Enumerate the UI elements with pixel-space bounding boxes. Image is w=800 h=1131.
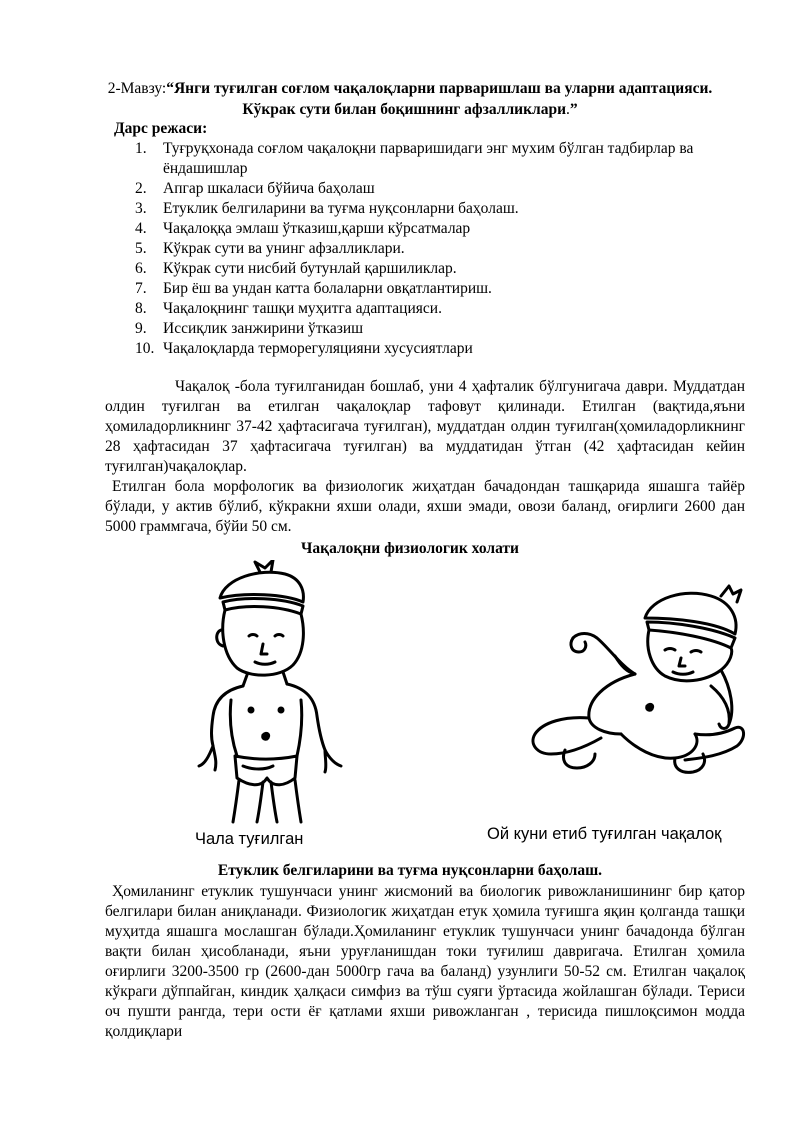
intro-paragraph-2: Етилган бола морфологик ва физиологик жиҳатдан бачадондан ташқарида яшашга тайёр бўлади, у актив бўлиб, кўкракни яхши олади, яхши эмади, овози баланд, оғирлиги 2600 дан 5000 граммгача, бўйи 50 см. bbox=[105, 478, 745, 535]
maturity-paragraph: Ҳомиланинг етуклик тушунчаси унинг жисмоний ва биологик ривожланишининг бир қатор белгилари билан аниқланади. Физиологик жиҳатдан етук ҳомила туғишга яқин қолганда ташқи муҳитда яшашга мослашган бўлади.Ҳомиланинг етуклик тушунчаси унинг бачадонда бўлган вақти билан ҳисобланади, яъни уруғланишдан токи туғилиш давригача. Етилган ҳомила оғирлиги 3200-3500 гр (2600-дан 5000гр гача ва баланд) узунлиги 50-52 см. Етилган чақалоқ кўкраги дўппайган, киндик ҳалқаси симфиз ва тўш суяги ўртасида жойлашган бўлади. Териси оч пушти рангда, тери ости ёғ қатлами яхши ривожланган , терисида пишлоқсимон модда қолдиқлари bbox=[105, 883, 745, 1040]
item-number: 4. bbox=[135, 220, 147, 237]
item-text: Чақалоққа эмлаш ўтказиш,қарши кўрсатмалар bbox=[163, 220, 471, 237]
item-number: 7. bbox=[135, 280, 147, 297]
title-dot: . bbox=[566, 101, 570, 118]
item-number: 3. bbox=[135, 200, 147, 217]
list-item bbox=[135, 239, 775, 259]
lesson-plan-list bbox=[135, 139, 775, 359]
title-open-quote: “ bbox=[166, 80, 174, 97]
item-text: Кўкрак сути ва унинг афзалликлари. bbox=[163, 240, 405, 257]
caption-premature: Чала туғилган bbox=[195, 830, 304, 848]
lesson-plan-heading: Дарс режаси: bbox=[114, 120, 208, 137]
list-item bbox=[135, 299, 775, 319]
list-item bbox=[135, 219, 775, 239]
item-number: 10. bbox=[135, 340, 155, 357]
list-item bbox=[135, 179, 775, 199]
maturity-heading: Етуклик белгиларини ва туғма нуқсонларни баҳолаш. bbox=[217, 862, 603, 879]
item-number: 5. bbox=[135, 240, 147, 257]
item-number: 8. bbox=[135, 300, 147, 317]
list-item bbox=[135, 319, 775, 339]
item-text: Кўкрак сути нисбий бутунлай қаршиликлар. bbox=[163, 260, 457, 277]
intro-paragraph-1: Чақалоқ -бола туғилганидан бошлаб, уни 4 ҳафталик бўлгунигача даври. Муддатдан олдин туғилган ва етилган чақалоқлар тафовут қилинади. Етилган (вақтида,яъни ҳомиладорликнинг 37-42 ҳафтасигача туғилган), муддатдан олдин туғилган(ҳомиладорликнинг 28 ҳафтасидан 37 ҳафтасигача туғилган) ва муддатидан ўтган (42 ҳафтасидан кейин туғилган)чақалоқлар. bbox=[105, 378, 745, 475]
item-number: 6. bbox=[135, 260, 147, 277]
item-number: 1. bbox=[135, 140, 147, 157]
topic-title bbox=[100, 78, 720, 120]
caption-full-term: Ой куни етиб туғилган чақалоқ bbox=[487, 825, 722, 843]
title-close-quote: ” bbox=[569, 101, 578, 118]
item-text: Апгар шкаласи бўйича баҳолаш bbox=[163, 180, 375, 197]
premature-baby-illustration bbox=[165, 560, 395, 825]
full-term-baby-illustration bbox=[525, 578, 750, 778]
item-text: Етуклик белгиларини ва туғма нуқсонларни баҳолаш. bbox=[163, 200, 519, 217]
item-number: 9. bbox=[135, 320, 147, 337]
title-prefix: 2-Мавзу: bbox=[107, 80, 167, 97]
item-text: Чақалоқнинг ташқи муҳитга адаптацияси. bbox=[163, 300, 442, 317]
list-item bbox=[135, 259, 775, 279]
item-text: Туғруқхонада соғлом чақалоқни парваришидаги энг мухим бўлган тадбирлар ва ёндашишлар bbox=[163, 140, 694, 177]
item-number: 2. bbox=[135, 180, 147, 197]
item-text: Бир ёш ва ундан катта болаларни овқатлантириш. bbox=[163, 280, 492, 297]
item-text: Чақалоқларда терморегуляцияни хусусиятлари bbox=[163, 340, 473, 357]
list-item bbox=[135, 139, 775, 179]
list-item bbox=[135, 339, 775, 359]
figure-heading: Чақалоқни физиологик холати bbox=[301, 540, 519, 557]
title-main: Янги туғилган соғлом чақалоқларни парваришлаш ва уларни адаптацияси. Кўкрак сути билан боқишнинг афзалликлари bbox=[173, 80, 713, 118]
list-item bbox=[135, 279, 775, 299]
item-text: Иссиқлик занжирини ўтказиш bbox=[163, 320, 364, 337]
list-item bbox=[135, 199, 775, 219]
